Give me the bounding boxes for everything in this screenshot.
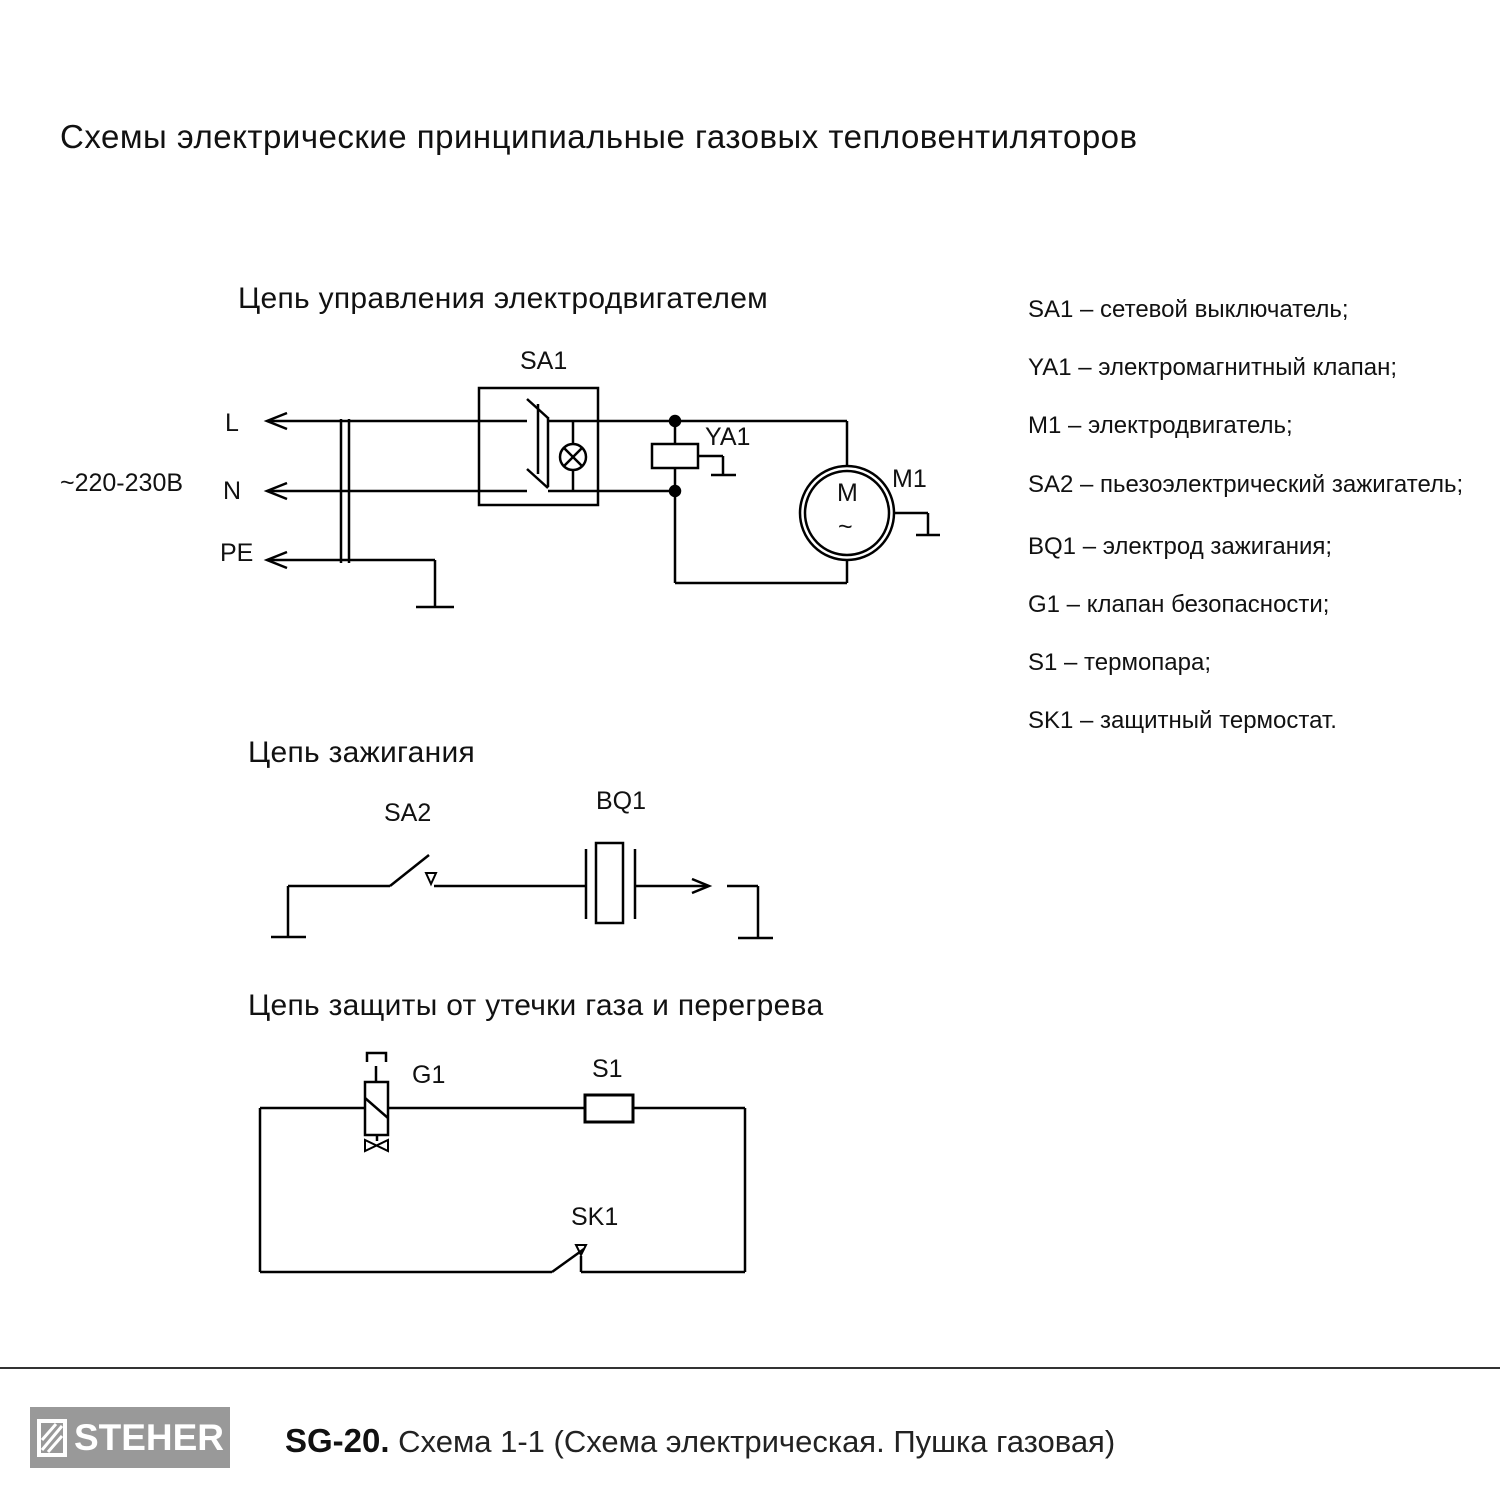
ignition-circuit-title: Цепь зажигания <box>248 736 476 769</box>
left-ground-symbol <box>271 886 306 937</box>
line-n-arrow <box>267 483 479 499</box>
legend-item: M1 – электродвигатель; <box>1028 412 1293 439</box>
legend <box>1028 0 1488 760</box>
protection-circuit-title: Цепь защиты от утечки газа и перегрева <box>248 989 824 1022</box>
sa2-label: SA2 <box>384 799 432 827</box>
steher-logo <box>30 1407 230 1468</box>
legend-item: SA1 – сетевой выключатель; <box>1028 296 1349 323</box>
sa2-switch-symbol <box>390 855 436 886</box>
ignition-circuit-drawing <box>271 843 773 938</box>
line-pe-arrow <box>267 552 435 568</box>
sa1-label: SA1 <box>520 347 568 375</box>
ya1-label: YA1 <box>705 423 751 451</box>
line-l-label: L <box>225 409 239 437</box>
legend-item: S1 – термопара; <box>1028 649 1212 676</box>
legend-item: SA2 – пьезоэлектрический зажигатель; <box>1028 471 1464 498</box>
control-circuit-title: Цепь управления электродвигателем <box>238 282 769 315</box>
bq1-label: BQ1 <box>596 787 647 815</box>
sk1-label: SK1 <box>571 1203 619 1231</box>
protection-circuit-drawing <box>260 1053 745 1272</box>
page-title: Схемы электрические принципиальные газовых тепловентиляторов <box>60 118 1138 155</box>
s1-thermocouple-symbol <box>585 1095 633 1122</box>
motor-ac-sign: ~ <box>838 513 853 541</box>
g1-label: G1 <box>412 1061 446 1089</box>
legend-item: BQ1 – электрод зажигания; <box>1028 533 1333 560</box>
legend-item: YA1 – электромагнитный клапан; <box>1028 354 1398 381</box>
line-pe-label: PE <box>220 539 254 567</box>
footer-caption <box>285 1422 1115 1460</box>
motor-letter: M <box>837 479 858 507</box>
bq1-electrode-symbol <box>586 843 635 923</box>
m1-label: M1 <box>892 465 927 493</box>
legend-item: SK1 – защитный термостат. <box>1028 707 1337 734</box>
right-ground-symbol <box>727 886 773 938</box>
scheme-description: Схема 1-1 (Схема электрическая. Пушка газовая) <box>398 1424 1116 1459</box>
model-number: SG-20. <box>285 1422 390 1459</box>
s1-label: S1 <box>592 1055 623 1083</box>
sk1-thermostat-symbol <box>552 1245 586 1272</box>
footer-divider <box>0 1367 1500 1369</box>
g1-valve-symbol <box>365 1053 388 1151</box>
steher-logo-icon <box>36 1418 68 1458</box>
line-l-arrow <box>267 413 479 429</box>
sa1-switch-symbol <box>479 388 598 505</box>
brand-name: STEHER <box>73 1416 225 1458</box>
legend-item: G1 – клапан безопасности; <box>1028 591 1330 618</box>
pe-ground-symbol <box>416 560 454 607</box>
lamp-icon <box>560 421 586 491</box>
line-n-label: N <box>223 477 242 505</box>
voltage-label: ~220-230В <box>60 469 184 497</box>
